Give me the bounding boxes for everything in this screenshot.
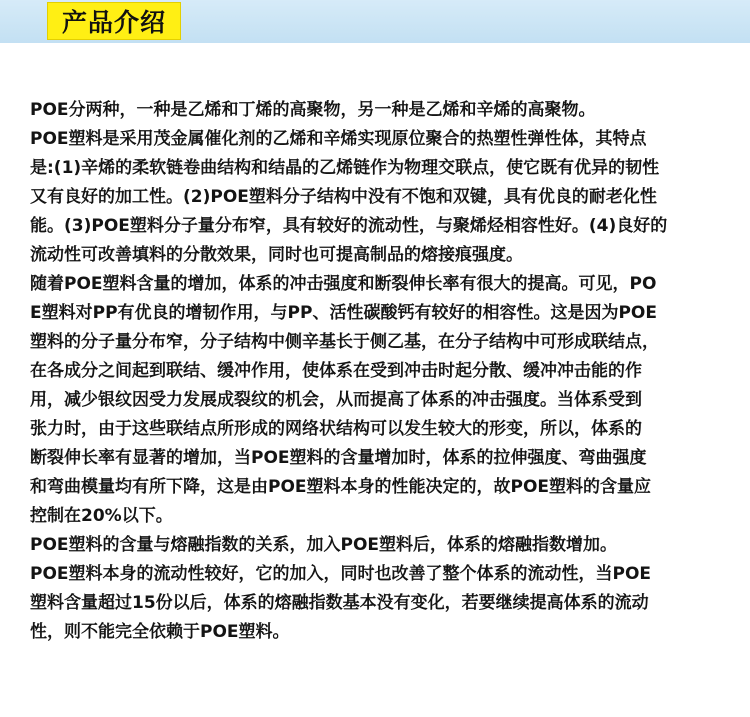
text-line: 断裂伸长率有显著的增加，当POE塑料的含量增加时，体系的拉伸强度、弯曲强度	[30, 448, 647, 468]
text-line: 性，则不能完全依赖于POE塑料。	[30, 622, 290, 642]
text-line: 张力时，由于这些联结点所形成的网络状结构可以发生较大的形变，所以，体系的	[30, 419, 642, 439]
text-line: 是:(1)辛烯的柔软链卷曲结构和结晶的乙烯链作为物理交联点，使它既有优异的韧性	[30, 158, 660, 178]
text-line: POE塑料本身的流动性较好，它的加入，同时也改善了整个体系的流动性，当POE	[30, 564, 652, 584]
paragraph	[30, 560, 730, 647]
text-line: E塑料对PP有优良的增韧作用，与PP、活性碳酸钙有较好的相容性。这是因为POE	[30, 303, 657, 323]
section-title: 产品介绍	[47, 2, 181, 40]
text-line: POE塑料是采用茂金属催化剂的乙烯和辛烯实现原位聚合的热塑性弹性体，其特点	[30, 129, 647, 149]
text-line: 随着POE塑料含量的增加，体系的冲击强度和断裂伸长率有很大的提高。可见，PO	[30, 274, 657, 294]
header-band	[0, 0, 750, 43]
text-line: 用，减少银纹因受力发展成裂纹的机会，从而提高了体系的冲击强度。当体系受到	[30, 390, 642, 410]
text-line: 又有良好的加工性。(2)POE塑料分子结构中没有不饱和双键，具有优良的耐老化性	[30, 187, 657, 207]
text-line: 能。(3)POE塑料分子量分布窄，具有较好的流动性，与聚烯烃相容性好。(4)良好的	[30, 216, 668, 236]
paragraph	[30, 96, 730, 125]
paragraph	[30, 125, 730, 270]
text-line: 控制在20%以下。	[30, 506, 173, 526]
text-line: 在各成分之间起到联结、缓冲作用，使体系在受到冲击时起分散、缓冲冲击能的作	[30, 361, 642, 381]
text-line: POE塑料的含量与熔融指数的关系，加入POE塑料后，体系的熔融指数增加。	[30, 535, 618, 555]
article-body	[30, 96, 730, 647]
text-line: 流动性可改善填料的分散效果，同时也可提高制品的熔接痕强度。	[30, 245, 523, 265]
text-line: 塑料的分子量分布窄，分子结构中侧辛基长于侧乙基，在分子结构中可形成联结点，	[30, 332, 659, 352]
text-line: POE分两种，一种是乙烯和丁烯的高聚物，另一种是乙烯和辛烯的高聚物。	[30, 100, 596, 120]
text-line: 塑料含量超过15份以后，体系的熔融指数基本没有变化，若要继续提高体系的流动	[30, 593, 649, 613]
paragraph	[30, 531, 730, 560]
paragraph	[30, 270, 730, 531]
text-line: 和弯曲模量均有所下降，这是由POE塑料本身的性能决定的，故POE塑料的含量应	[30, 477, 652, 497]
